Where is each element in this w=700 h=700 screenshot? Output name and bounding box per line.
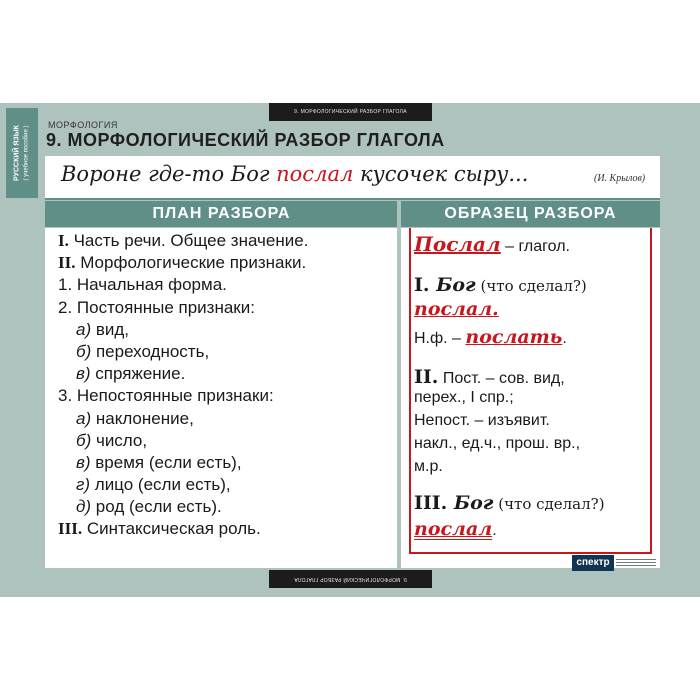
plan-text: наклонение,	[91, 408, 194, 428]
plan-letter: а)	[76, 408, 92, 428]
side-tab-subject: РУССКИЙ ЯЗЫК	[13, 125, 21, 181]
sample-part1-question: (что сделал?)	[475, 277, 587, 295]
sample-part3-answer-line	[414, 518, 497, 540]
plan-subitem	[58, 341, 308, 363]
quote-highlight: послал	[276, 162, 354, 186]
side-tab-text	[13, 125, 32, 181]
plan-list	[58, 230, 308, 541]
plan-line	[58, 385, 308, 407]
plan-text: спряжение.	[90, 364, 186, 384]
publisher-logo: спектр	[572, 555, 614, 571]
roman-numeral: III.	[58, 519, 83, 539]
roman-numeral: II.	[58, 253, 76, 273]
plan-text: лицо (если есть),	[90, 475, 231, 495]
plan-letter: б)	[76, 341, 92, 361]
plan-subitem	[58, 430, 308, 452]
plan-line	[58, 297, 308, 319]
section-label: МОРФОЛОГИЯ	[48, 120, 118, 130]
quote-part-2: кусочек сыру...	[353, 162, 529, 186]
sample-part1-answer: послал.	[414, 298, 499, 320]
plan-text: Часть речи. Общее значение.	[68, 231, 309, 250]
plan-subitem	[58, 474, 308, 496]
plan-text: переходность,	[91, 341, 210, 361]
plan-line	[58, 518, 308, 540]
sample-part2-text-5: м.р.	[414, 458, 443, 475]
plan-text: вид,	[91, 319, 130, 339]
sample-word-pos: – глагол.	[500, 238, 570, 255]
plan-text: 3. Непостоянные признаки:	[58, 386, 274, 406]
sample-part3-number: III.	[414, 492, 448, 514]
plan-text: Морфологические признаки.	[75, 253, 307, 273]
side-tab	[6, 108, 38, 198]
plan-text: 2. Постоянные признаки:	[58, 297, 255, 317]
plan-letter: д)	[76, 497, 92, 517]
sample-nf-label: Н.ф. –	[414, 330, 466, 347]
sample-part3-subject: Бог	[447, 492, 494, 514]
plan-subitem	[58, 319, 308, 341]
plan-header: ПЛАН РАЗБОРА	[45, 201, 398, 227]
sample-part3-line	[414, 492, 605, 514]
quote-box	[45, 156, 660, 200]
plan-letter: б)	[76, 430, 92, 450]
plan-letter: в)	[76, 452, 91, 472]
sample-nf-line	[414, 326, 567, 348]
sample-word: Послал	[414, 232, 501, 256]
roman-numeral: I.	[58, 231, 69, 250]
quote-part-1: Вороне где-то Бог	[61, 162, 277, 186]
plan-text: время (если есть),	[90, 452, 242, 472]
sample-nf-value: послать	[465, 326, 563, 348]
plan-text: число,	[91, 430, 148, 450]
sample-part1-line	[414, 274, 587, 296]
sample-part1-number: I.	[414, 274, 430, 296]
sample-part2-number: II.	[414, 366, 439, 388]
plan-text: Синтаксическая роль.	[82, 519, 261, 539]
plan-subitem	[58, 496, 308, 518]
sample-part3-end: .	[492, 522, 497, 539]
side-tab-note: ( учебное пособие )	[23, 125, 30, 181]
publisher-fine-print	[616, 557, 656, 571]
sample-nf-end: .	[562, 330, 567, 347]
plan-line	[58, 252, 308, 274]
bottom-strip-label: 9. МОРФОЛОГИЧЕСКИЙ РАЗБОР ГЛАГОЛА	[269, 570, 432, 588]
sample-part3-question: (что сделал?)	[493, 495, 605, 513]
sample-part2-text-4: накл., ед.ч., прош. вр.,	[414, 435, 581, 452]
sample-part1-answer-line	[414, 298, 499, 320]
plan-subitem	[58, 452, 308, 474]
quote-author: (И. Крылов)	[594, 173, 646, 184]
plan-text: род (если есть).	[91, 497, 222, 517]
plan-letter: а)	[76, 319, 92, 339]
plan-text: 1. Начальная форма.	[58, 275, 227, 295]
page-title: 9. МОРФОЛОГИЧЕСКИЙ РАЗБОР ГЛАГОЛА	[46, 130, 445, 150]
sample-part3-answer: послал	[414, 518, 493, 540]
sample-header: ОБРАЗЕЦ РАЗБОРА	[401, 201, 660, 227]
plan-line	[58, 230, 308, 252]
plan-line	[58, 274, 308, 296]
epigraph-quote	[61, 162, 528, 186]
column-divider	[397, 201, 401, 568]
plan-letter: г)	[76, 475, 91, 495]
top-strip-label: 9. МОРФОЛОГИЧЕСКИЙ РАЗБОР ГЛАГОЛА	[269, 103, 432, 121]
sample-part2-line	[414, 366, 565, 388]
sample-part2-text-3: Непост. – изъявит.	[414, 412, 550, 429]
sample-part2-text-2: перех., I спр.;	[414, 389, 514, 406]
sample-word-line	[414, 232, 570, 256]
plan-subitem	[58, 408, 308, 430]
plan-subitem	[58, 363, 308, 385]
sample-part2-text-1: Пост. – сов. вид,	[438, 370, 565, 387]
plan-letter: в)	[76, 364, 91, 384]
sample-part1-subject: Бог	[429, 274, 476, 296]
